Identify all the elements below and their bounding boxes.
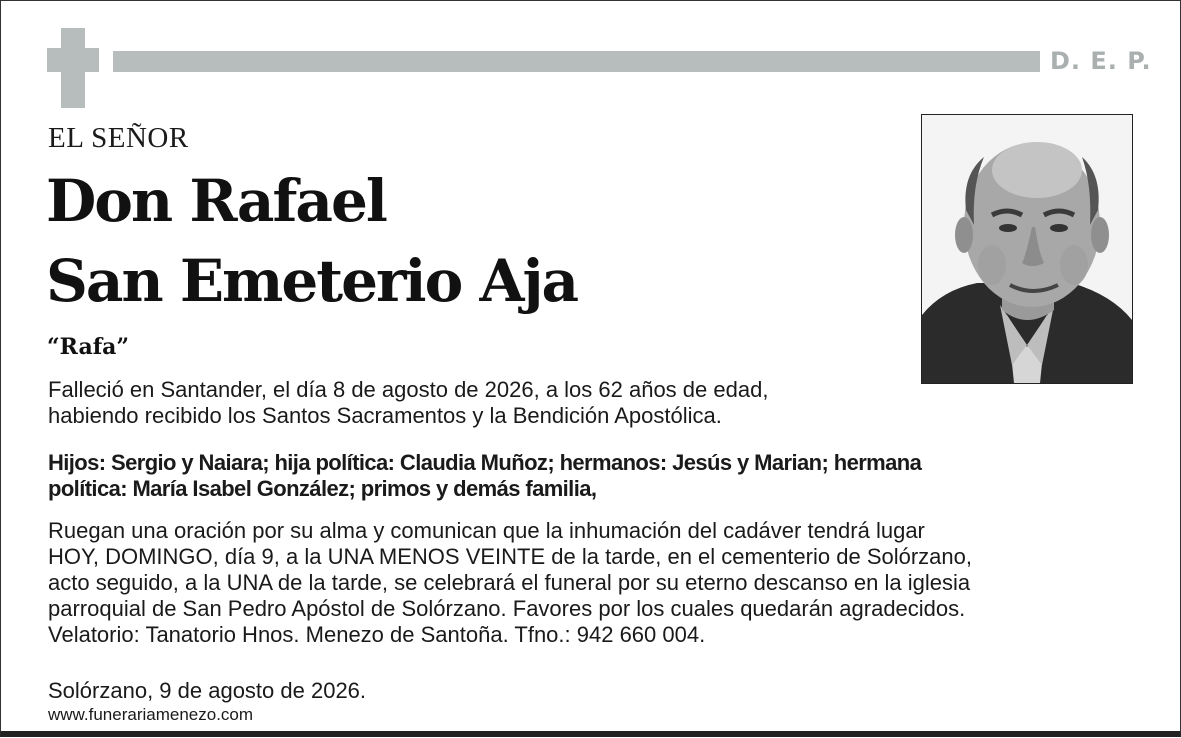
nickname: “Rafa”: [47, 334, 130, 360]
funeral-details-line: HOY, DOMINGO, día 9, a la UNA MENOS VEINTE de la tarde, en el cementerio de Solórzano,: [48, 544, 972, 569]
deceased-name-line-1: Don Rafael: [46, 167, 386, 235]
cross-icon-arm: [47, 48, 99, 72]
dep-label: D. E. P.: [1050, 47, 1152, 75]
website-link[interactable]: www.funerariamenezo.com: [48, 705, 254, 724]
funeral-details: [48, 518, 1158, 648]
header-bar: [113, 51, 1040, 72]
death-statement-line: Falleció en Santander, el día 8 de agosto de 2026, a los 62 años de edad,: [48, 377, 769, 402]
family-list: [48, 450, 1158, 502]
funeral-details-line: Velatorio: Tanatorio Hnos. Menezo de Santoña. Tfno.: 942 660 004.: [48, 622, 706, 647]
family-list-line: política: María Isabel González; primos y demás familia,: [48, 476, 597, 501]
funeral-details-line: acto seguido, a la UNA de la tarde, se celebrará el funeral por su eterno descanso en la iglesia: [48, 570, 971, 595]
family-list-line: Hijos: Sergio y Naiara; hija política: Claudia Muñoz; hermanos: Jesús y Marian; hermana: [48, 450, 922, 475]
portrait-photo: [921, 114, 1133, 384]
funeral-details-line: Ruegan una oración por su alma y comunican que la inhumación del cadáver tendrá lugar: [48, 518, 925, 543]
salutation: EL SEÑOR: [48, 122, 189, 154]
death-statement-line: habiendo recibido los Santos Sacramentos y la Bendición Apostólica.: [48, 403, 722, 428]
death-statement: [48, 377, 928, 429]
deceased-name-line-2: San Emeterio Aja: [46, 247, 578, 315]
funeral-details-line: parroquial de San Pedro Apóstol de Solórzano. Favores por los cuales quedarán agradecidos.: [48, 596, 966, 621]
place-date: Solórzano, 9 de agosto de 2026.: [48, 678, 367, 703]
